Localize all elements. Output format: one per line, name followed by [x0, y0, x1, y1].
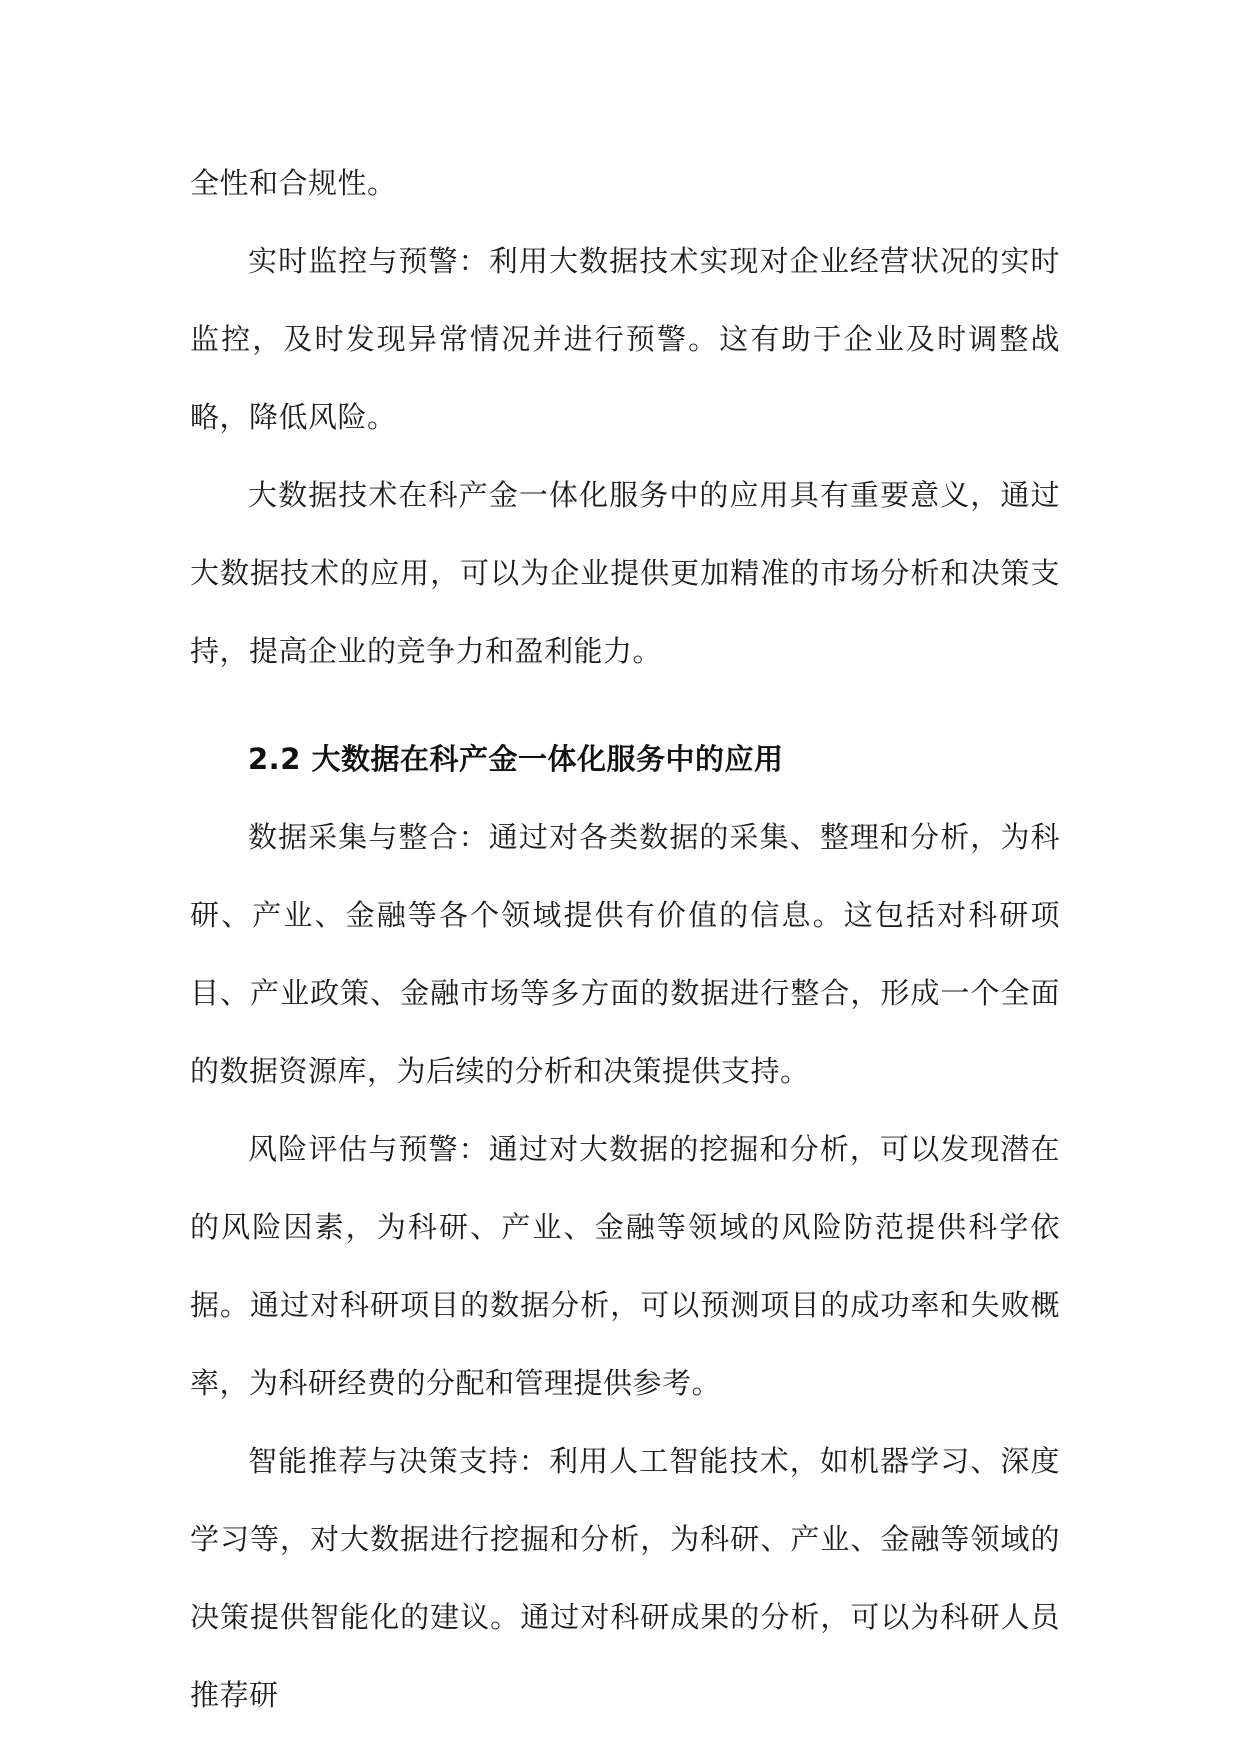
paragraph-realtime-monitoring: 实时监控与预警：利用大数据技术实现对企业经营状况的实时监控，及时发现异常情况并进行预警。这有助于企业及时调整战略，降低风险。	[190, 244, 1060, 434]
paragraph-significance: 大数据技术在科产金一体化服务中的应用具有重要意义，通过大数据技术的应用，可以为企业提供更加精准的市场分析和决策支持，提高企业的竞争力和盈利能力。	[190, 478, 1060, 668]
paragraph-data-collection: 数据采集与整合：通过对各类数据的采集、整理和分析，为科研、产业、金融等各个领域提供有价值的信息。这包括对科研项目、产业政策、金融市场等多方面的数据进行整合，形成一个全面的数据资源库，为后续的分析和决策提供支持。	[190, 820, 1060, 1088]
document-body	[190, 144, 1060, 1734]
section-heading: 2.2 大数据在科产金一体化服务中的应用	[248, 742, 784, 776]
paragraph-continuation: 全性和合规性。	[190, 166, 397, 200]
paragraph-risk-assessment: 风险评估与预警：通过对大数据的挖掘和分析，可以发现潜在的风险因素，为科研、产业、金融等领域的风险防范提供科学依据。通过对科研项目的数据分析，可以预测项目的成功率和失败概率，为科研经费的分配和管理提供参考。	[190, 1132, 1060, 1400]
paragraph-smart-recommendation: 智能推荐与决策支持：利用人工智能技术，如机器学习、深度学习等，对大数据进行挖掘和分析，为科研、产业、金融等领域的决策提供智能化的建议。通过对科研成果的分析，可以为科研人员推荐研	[190, 1444, 1060, 1712]
